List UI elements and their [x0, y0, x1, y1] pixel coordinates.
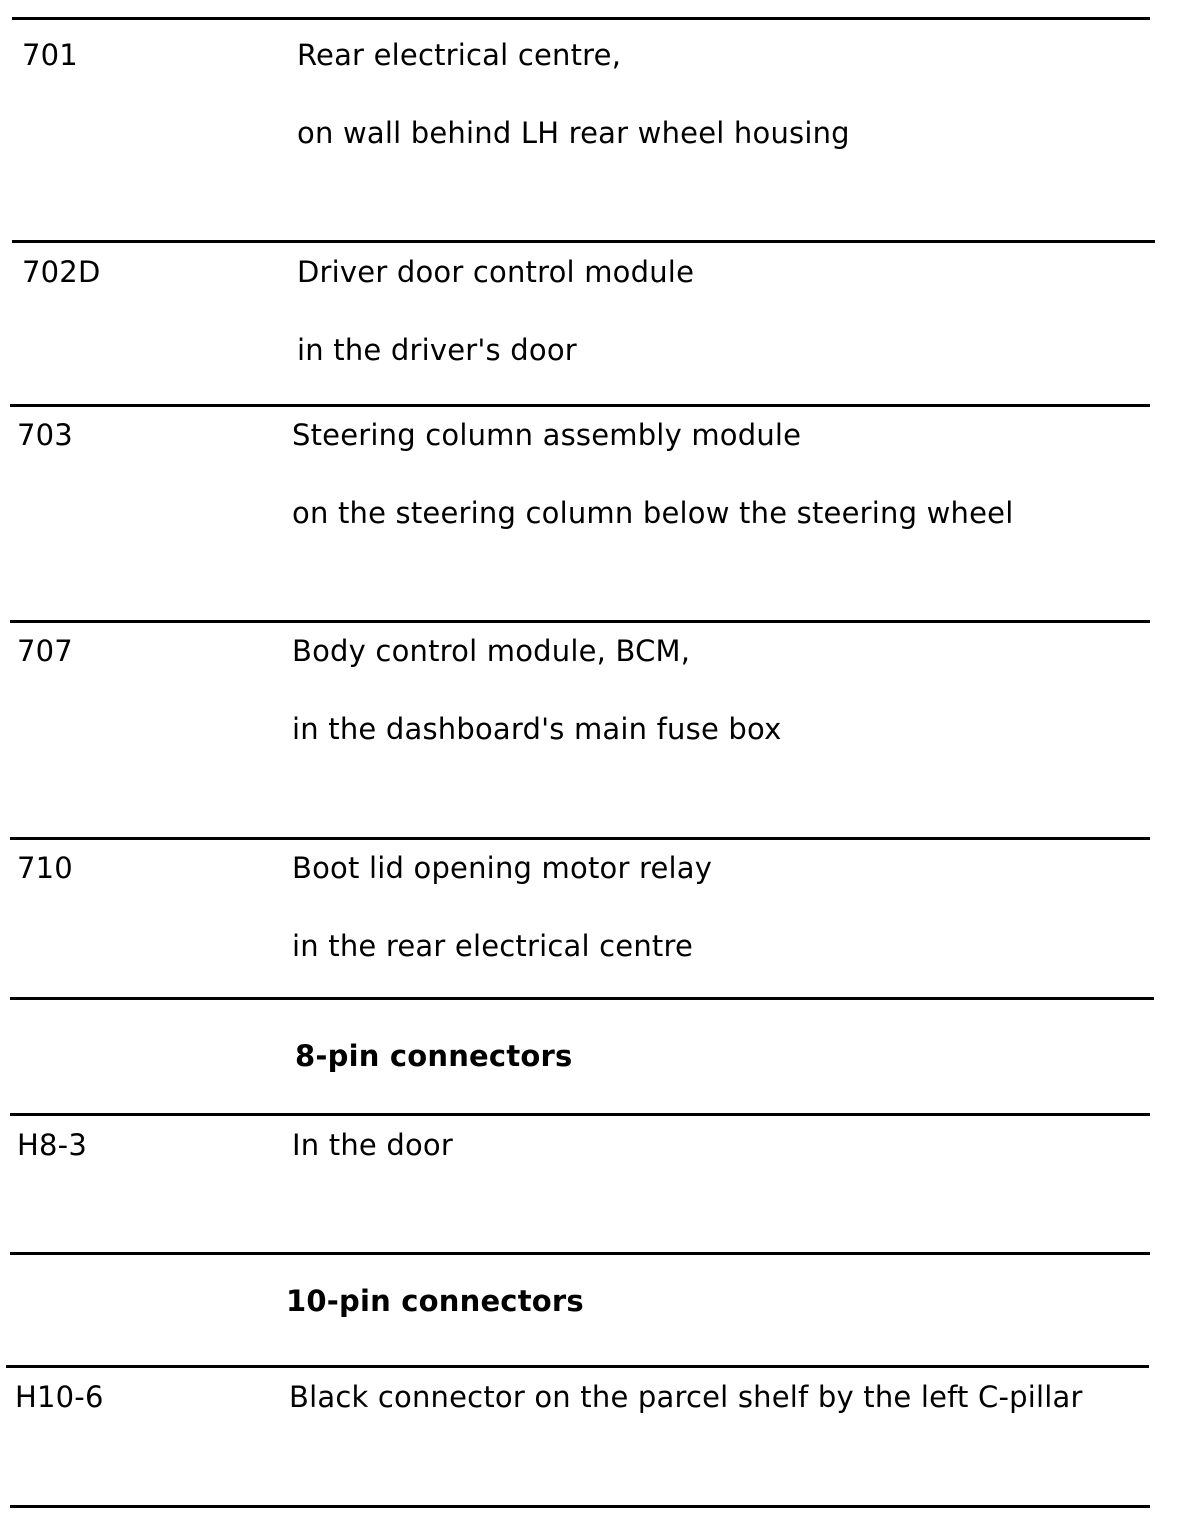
- section-heading: 8-pin connectors: [295, 1039, 573, 1073]
- component-location: in the driver's door: [297, 333, 577, 367]
- row-divider: [10, 837, 1150, 840]
- component-name: Driver door control module: [297, 255, 695, 289]
- component-code: 703: [17, 418, 73, 452]
- connector-code: H8-3: [17, 1128, 87, 1162]
- row-divider: [12, 240, 1155, 243]
- component-code: 707: [17, 634, 73, 668]
- component-name: Rear electrical centre,: [297, 38, 622, 72]
- component-code: 701: [22, 38, 78, 72]
- component-location: in the dashboard's main fuse box: [292, 712, 782, 746]
- component-code: 710: [17, 851, 73, 885]
- connector-location: In the door: [292, 1128, 453, 1162]
- component-location: in the rear electrical centre: [292, 929, 693, 963]
- row-divider: [10, 1113, 1150, 1116]
- component-location: on wall behind LH rear wheel housing: [297, 116, 850, 150]
- component-name: Body control module, BCM,: [292, 634, 691, 668]
- connector-location: Black connector on the parcel shelf by the left C-pillar: [289, 1380, 1083, 1414]
- component-name: Steering column assembly module: [292, 418, 802, 452]
- row-divider: [10, 404, 1150, 407]
- row-divider: [10, 997, 1154, 1000]
- row-divider: [12, 17, 1150, 20]
- connector-code: H10-6: [15, 1380, 104, 1414]
- component-location: on the steering column below the steering wheel: [292, 496, 1014, 530]
- section-heading: 10-pin connectors: [286, 1284, 584, 1318]
- component-code: 702D: [22, 255, 101, 289]
- component-name: Boot lid opening motor relay: [292, 851, 713, 885]
- row-divider: [6, 1365, 1149, 1368]
- row-divider: [10, 1505, 1150, 1508]
- row-divider: [10, 620, 1150, 623]
- row-divider: [10, 1252, 1150, 1255]
